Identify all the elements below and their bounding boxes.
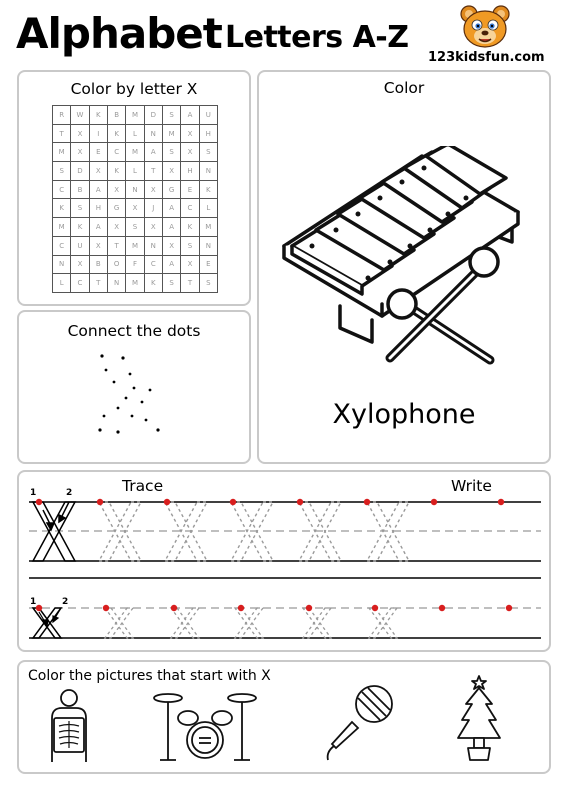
grid-cell[interactable]: G [162,180,180,199]
grid-cell[interactable]: D [71,162,89,181]
write-label: Write [451,477,492,495]
grid-cell[interactable]: L [199,199,217,218]
xray-icon [44,688,94,762]
grid-cell[interactable]: S [199,274,217,293]
grid-cell[interactable]: H [89,199,107,218]
grid-cell[interactable]: A [89,218,107,237]
grid-cell[interactable]: J [144,199,162,218]
grid-cell[interactable]: X [107,180,125,199]
grid-cell[interactable]: U [71,236,89,255]
grid-cell[interactable]: H [199,124,217,143]
grid-cell[interactable]: X [107,218,125,237]
trace-letter-x-small [171,608,199,638]
trace-letter-x-small [303,608,331,638]
grid-cell[interactable]: T [89,274,107,293]
color-by-letter-title: Color by letter X [70,80,198,98]
grid-cell[interactable]: X [181,255,199,274]
grid-cell[interactable]: D [144,106,162,125]
grid-cell[interactable]: S [71,199,89,218]
grid-row [53,180,218,199]
picture-word: Xylophone [332,399,476,430]
grid-cell[interactable]: A [89,180,107,199]
grid-row [53,162,218,181]
start-dot [36,499,42,505]
grid-cell[interactable]: M [126,143,144,162]
grid-cell[interactable]: A [162,255,180,274]
grid-cell[interactable]: B [107,106,125,125]
grid-cell[interactable]: N [126,180,144,199]
grid-cell[interactable]: S [162,106,180,125]
grid-cell[interactable]: N [199,236,217,255]
grid-cell[interactable]: K [107,124,125,143]
grid-cell[interactable]: T [144,162,162,181]
grid-row [53,236,218,255]
start-dot [498,499,504,505]
grid-cell[interactable]: A [162,218,180,237]
start-dot [171,605,177,611]
bear-face-icon [456,4,514,50]
stroke-number-1: 1 [30,488,37,498]
grid-cell[interactable]: L [53,274,71,293]
grid-cell[interactable]: X [71,255,89,274]
grid-cell[interactable]: K [71,218,89,237]
start-dot [372,605,378,611]
grid-cell[interactable]: S [181,236,199,255]
start-dot [439,605,445,611]
xylophone-icon [272,146,532,376]
grid-cell[interactable]: X [181,124,199,143]
pictures-title: Color the pictures that start with X [28,668,271,684]
grid-cell[interactable]: S [162,143,180,162]
trace-letter-x-small [235,608,263,638]
grid-cell[interactable]: S [53,162,71,181]
grid-cell[interactable]: T [53,124,71,143]
grid-cell[interactable]: M [162,124,180,143]
grid-cell[interactable]: A [162,199,180,218]
start-dot [103,605,109,611]
grid-cell[interactable]: X [144,180,162,199]
grid-cell[interactable]: H [181,162,199,181]
grid-cell[interactable]: X [126,199,144,218]
grid-cell[interactable]: B [71,180,89,199]
trace-letter-x-small [369,608,397,638]
grid-cell[interactable]: X [71,143,89,162]
color-title: Color [383,79,425,97]
grid-cell[interactable]: C [53,236,71,255]
grid-cell[interactable]: X [162,236,180,255]
grid-cell[interactable]: G [107,199,125,218]
grid-cell[interactable]: E [181,180,199,199]
grid-cell[interactable]: X [181,143,199,162]
grid-cell[interactable]: M [126,106,144,125]
grid-cell[interactable]: F [126,255,144,274]
start-dot [97,499,103,505]
start-dot [230,499,236,505]
microphone-icon [322,682,398,762]
grid-row [53,255,218,274]
grid-cell[interactable]: M [53,143,71,162]
grid-cell[interactable]: C [181,199,199,218]
grid-cell[interactable]: L [126,162,144,181]
grid-cell[interactable]: M [126,236,144,255]
grid-cell[interactable]: I [89,124,107,143]
grid-cell[interactable]: T [107,236,125,255]
site-name: 123kidsfun.com [428,50,545,65]
start-dot [506,605,512,611]
grid-cell[interactable]: N [199,162,217,181]
grid-cell[interactable]: S [162,274,180,293]
grid-cell[interactable]: C [53,180,71,199]
grid-cell[interactable]: N [53,255,71,274]
connect-dots-title: Connect the dots [67,322,201,340]
grid-cell[interactable]: C [144,255,162,274]
grid-cell[interactable]: E [199,255,217,274]
grid-cell[interactable]: M [53,218,71,237]
christmas-tree-icon [454,674,504,764]
grid-cell[interactable]: A [144,143,162,162]
stroke-number-2: 2 [66,488,73,498]
grid-cell[interactable]: X [162,162,180,181]
grid-cell[interactable]: T [181,274,199,293]
grid-cell[interactable]: C [71,274,89,293]
grid-cell[interactable]: L [126,124,144,143]
grid-cell[interactable]: X [144,218,162,237]
grid-cell[interactable]: B [89,255,107,274]
page-subtitle: Letters A-Z [225,20,409,55]
handwriting-lines [17,470,551,652]
grid-row [53,106,218,125]
grid-cell[interactable]: N [144,124,162,143]
start-dot [431,499,437,505]
grid-cell[interactable]: X [89,236,107,255]
start-dot [164,499,170,505]
grid-cell[interactable]: U [199,106,217,125]
grid-cell[interactable]: R [53,106,71,125]
start-dot [306,605,312,611]
grid-row [53,124,218,143]
stroke-number-2-small: 2 [62,597,69,607]
grid-cell[interactable]: K [107,162,125,181]
start-dot [364,499,370,505]
grid-cell[interactable]: K [199,180,217,199]
letter-grid [52,105,218,293]
grid-row [53,274,218,293]
grid-cell[interactable]: O [107,255,125,274]
drum-kit-icon [150,684,260,764]
grid-row [53,218,218,237]
grid-cell[interactable]: E [89,143,107,162]
start-dot [238,605,244,611]
grid-cell[interactable]: K [53,199,71,218]
start-dot [36,605,42,611]
grid-cell[interactable]: N [144,236,162,255]
grid-row [53,199,218,218]
grid-cell[interactable]: X [89,162,107,181]
page-title: Alphabet [16,9,222,58]
grid-cell[interactable]: A [181,106,199,125]
grid-row [53,143,218,162]
grid-cell[interactable]: N [107,274,125,293]
dot-pattern [90,350,180,445]
grid-cell[interactable]: C [107,143,125,162]
grid-cell[interactable]: S [126,218,144,237]
grid-cell[interactable]: W [71,106,89,125]
start-dot [297,499,303,505]
stroke-number-1-small: 1 [30,597,37,607]
grid-cell[interactable]: X [71,124,89,143]
grid-cell[interactable]: S [199,143,217,162]
trace-letter-x-small [105,608,133,638]
grid-cell[interactable]: K [181,218,199,237]
grid-cell[interactable]: M [126,274,144,293]
grid-cell[interactable]: K [144,274,162,293]
trace-label: Trace [122,477,164,495]
grid-cell[interactable]: M [199,218,217,237]
grid-cell[interactable]: K [89,106,107,125]
